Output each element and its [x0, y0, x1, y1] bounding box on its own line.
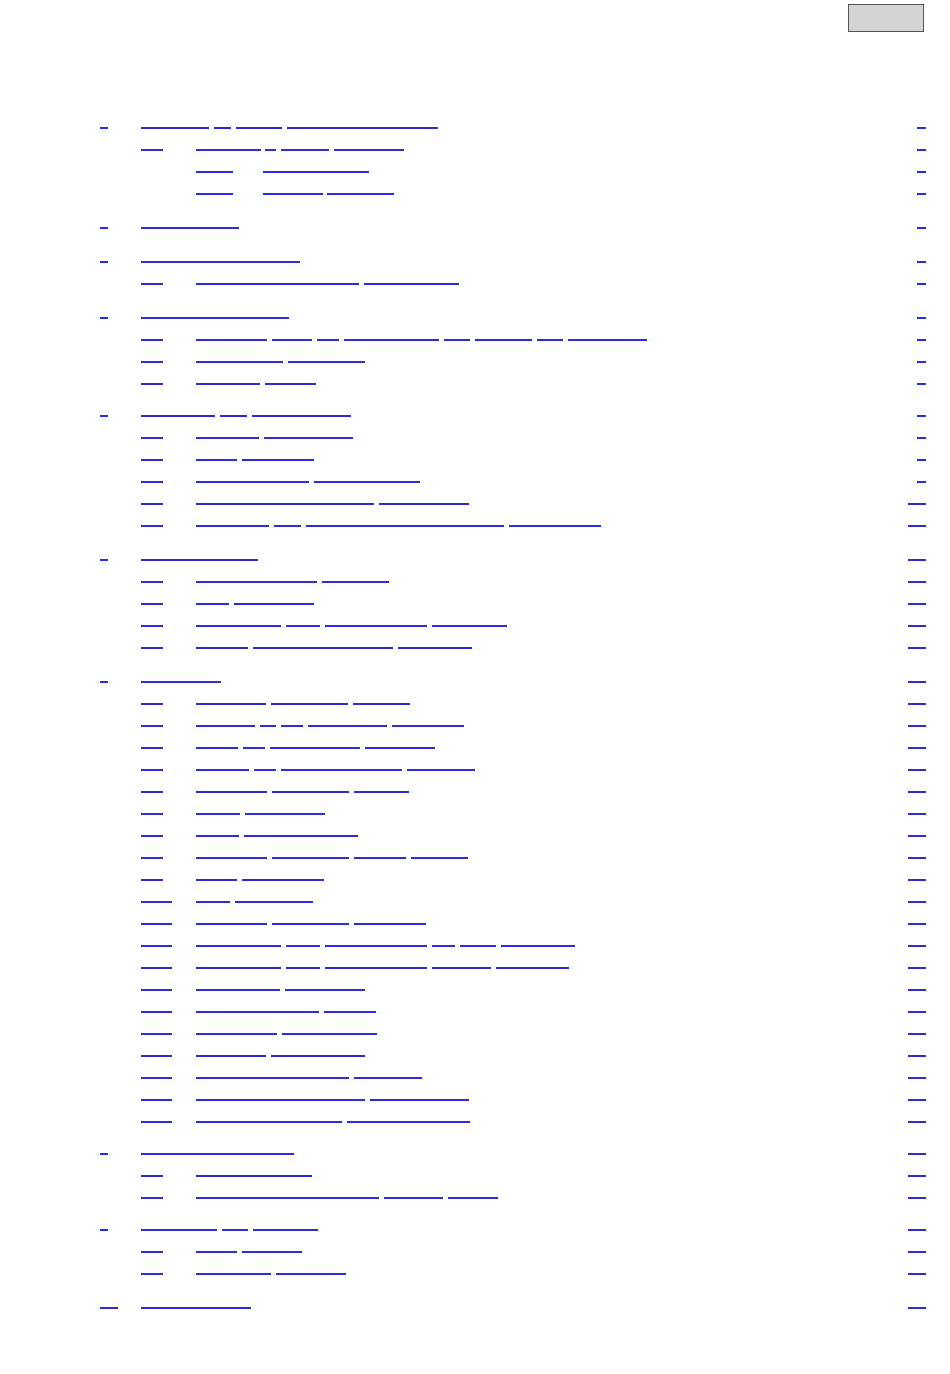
toc-entry-number-link[interactable] — [141, 1011, 172, 1013]
toc-entry-page-link[interactable] — [908, 967, 926, 969]
toc-entry-page-link[interactable] — [908, 1197, 926, 1199]
toc-entry-title-link[interactable] — [196, 459, 237, 461]
toc-entry-title-link[interactable] — [196, 989, 280, 991]
toc-entry[interactable] — [0, 1044, 950, 1058]
toc-entry-page-link[interactable] — [908, 1011, 926, 1013]
toc-entry[interactable] — [0, 116, 950, 130]
toc-entry-title-link[interactable] — [141, 261, 300, 263]
toc-entry-title-link[interactable] — [448, 1197, 498, 1199]
toc-entry-page-link[interactable] — [917, 481, 926, 483]
toc-entry-title-link[interactable] — [196, 283, 359, 285]
toc-entry-title-link[interactable] — [432, 625, 507, 627]
toc-entry-page-link[interactable] — [908, 1307, 926, 1309]
toc-entry-title-link[interactable] — [235, 901, 313, 903]
toc-entry-title-link[interactable] — [317, 339, 339, 341]
toc-entry-title-link[interactable] — [322, 581, 389, 583]
toc-entry-title-link[interactable] — [196, 879, 237, 881]
toc-entry-title-link[interactable] — [568, 339, 647, 341]
toc-entry-page-link[interactable] — [908, 725, 926, 727]
toc-entry-title-link[interactable] — [272, 339, 312, 341]
toc-entry-number-link[interactable] — [100, 261, 108, 263]
toc-entry-number-link[interactable] — [141, 857, 163, 859]
toc-entry-title-link[interactable] — [196, 791, 267, 793]
toc-entry-title-link[interactable] — [196, 1121, 342, 1123]
toc-entry-title-link[interactable] — [141, 1307, 251, 1309]
toc-entry[interactable] — [0, 272, 950, 286]
toc-entry-number-link[interactable] — [141, 945, 172, 947]
toc-entry-title-link[interactable] — [271, 703, 348, 705]
toc-entry-title-link[interactable] — [141, 127, 209, 129]
toc-entry-title-link[interactable] — [196, 1175, 312, 1177]
toc-entry[interactable] — [0, 912, 950, 926]
toc-entry-title-link[interactable] — [196, 813, 240, 815]
toc-entry-number-link[interactable] — [141, 1175, 163, 1177]
toc-entry-title-link[interactable] — [270, 747, 360, 749]
toc-entry-title-link[interactable] — [196, 1197, 379, 1199]
toc-entry-page-link[interactable] — [908, 1077, 926, 1079]
toc-entry-title-link[interactable] — [141, 1153, 294, 1155]
toc-entry-title-link[interactable] — [141, 227, 239, 229]
toc-entry-title-link[interactable] — [444, 339, 470, 341]
toc-entry-title-link[interactable] — [281, 725, 303, 727]
toc-entry-title-link[interactable] — [141, 415, 215, 417]
toc-entry-number-link[interactable] — [196, 171, 233, 173]
toc-entry-title-link[interactable] — [407, 769, 475, 771]
toc-entry-title-link[interactable] — [364, 283, 459, 285]
toc-entry-title-link[interactable] — [253, 1229, 318, 1231]
toc-entry-title-link[interactable] — [196, 1011, 319, 1013]
toc-entry-title-link[interactable] — [196, 835, 239, 837]
toc-entry-number-link[interactable] — [141, 791, 163, 793]
toc-entry-title-link[interactable] — [281, 149, 329, 151]
toc-entry-title-link[interactable] — [141, 681, 221, 683]
toc-entry-page-link[interactable] — [908, 1175, 926, 1177]
toc-entry-page-link[interactable] — [908, 581, 926, 583]
toc-entry-number-link[interactable] — [100, 681, 108, 683]
toc-entry-number-link[interactable] — [141, 835, 163, 837]
toc-entry-page-link[interactable] — [908, 857, 926, 859]
toc-entry-number-link[interactable] — [141, 1055, 172, 1057]
toc-entry-number-link[interactable] — [141, 1077, 172, 1079]
toc-entry-title-link[interactable] — [264, 437, 353, 439]
toc-entry-title-link[interactable] — [242, 459, 314, 461]
toc-entry-page-link[interactable] — [908, 945, 926, 947]
toc-entry-title-link[interactable] — [411, 857, 468, 859]
toc-entry[interactable] — [0, 138, 950, 152]
toc-entry-number-link[interactable] — [141, 525, 163, 527]
toc-entry-number-link[interactable] — [100, 1153, 108, 1155]
toc-entry-title-link[interactable] — [242, 879, 324, 881]
toc-entry[interactable] — [0, 1164, 950, 1178]
toc-entry-title-link[interactable] — [537, 339, 563, 341]
toc-entry[interactable] — [0, 1066, 950, 1080]
toc-entry-title-link[interactable] — [344, 339, 439, 341]
toc-entry-page-link[interactable] — [908, 1229, 926, 1231]
toc-entry-title-link[interactable] — [196, 647, 248, 649]
toc-entry-number-link[interactable] — [100, 227, 108, 229]
toc-entry-title-link[interactable] — [285, 989, 365, 991]
toc-entry-title-link[interactable] — [432, 945, 455, 947]
toc-entry[interactable] — [0, 1088, 950, 1102]
toc-entry-page-link[interactable] — [917, 149, 926, 151]
toc-entry-title-link[interactable] — [242, 1251, 302, 1253]
toc-entry-title-link[interactable] — [263, 171, 369, 173]
toc-entry-title-link[interactable] — [196, 481, 309, 483]
toc-entry-number-link[interactable] — [141, 747, 163, 749]
toc-entry-title-link[interactable] — [496, 967, 569, 969]
toc-entry-title-link[interactable] — [308, 725, 387, 727]
toc-entry-page-link[interactable] — [908, 1099, 926, 1101]
toc-entry-page-link[interactable] — [917, 339, 926, 341]
toc-entry-number-link[interactable] — [141, 647, 163, 649]
toc-entry-number-link[interactable] — [100, 127, 108, 129]
toc-entry-title-link[interactable] — [196, 923, 267, 925]
toc-entry-title-link[interactable] — [141, 559, 258, 561]
toc-entry-number-link[interactable] — [141, 383, 163, 385]
toc-entry-title-link[interactable] — [244, 835, 358, 837]
toc-entry-title-link[interactable] — [253, 647, 393, 649]
toc-entry-number-link[interactable] — [141, 437, 163, 439]
toc-entry-title-link[interactable] — [272, 857, 349, 859]
toc-entry-title-link[interactable] — [196, 769, 249, 771]
toc-entry-title-link[interactable] — [196, 725, 255, 727]
toc-entry-title-link[interactable] — [254, 769, 276, 771]
toc-entry-page-link[interactable] — [917, 171, 926, 173]
toc-entry[interactable] — [0, 978, 950, 992]
toc-entry-title-link[interactable] — [214, 127, 231, 129]
toc-entry-title-link[interactable] — [276, 1273, 346, 1275]
toc-entry-page-link[interactable] — [908, 503, 926, 505]
toc-entry-number-link[interactable] — [100, 317, 108, 319]
toc-entry-title-link[interactable] — [460, 945, 496, 947]
toc-entry[interactable] — [0, 1110, 950, 1124]
toc-entry-number-link[interactable] — [141, 603, 163, 605]
toc-entry-title-link[interactable] — [263, 193, 323, 195]
toc-entry-title-link[interactable] — [379, 503, 469, 505]
toc-entry-number-link[interactable] — [141, 879, 163, 881]
toc-entry-title-link[interactable] — [260, 725, 276, 727]
toc-entry-title-link[interactable] — [354, 857, 406, 859]
toc-entry-title-link[interactable] — [281, 769, 402, 771]
toc-entry-title-link[interactable] — [354, 791, 409, 793]
toc-entry-page-link[interactable] — [917, 283, 926, 285]
toc-entry[interactable] — [0, 306, 950, 320]
toc-entry[interactable] — [0, 780, 950, 794]
toc-entry-title-link[interactable] — [196, 339, 267, 341]
toc-entry-title-link[interactable] — [141, 1229, 217, 1231]
toc-entry-page-link[interactable] — [917, 415, 926, 417]
toc-entry-title-link[interactable] — [236, 127, 282, 129]
toc-entry-title-link[interactable] — [334, 149, 404, 151]
toc-entry-page-link[interactable] — [908, 813, 926, 815]
toc-entry-title-link[interactable] — [286, 967, 320, 969]
toc-entry-title-link[interactable] — [196, 581, 317, 583]
toc-entry-title-link[interactable] — [314, 481, 420, 483]
toc-entry-page-link[interactable] — [908, 625, 926, 627]
toc-entry[interactable] — [0, 956, 950, 970]
toc-entry[interactable] — [0, 250, 950, 264]
toc-entry-title-link[interactable] — [196, 383, 260, 385]
toc-entry-title-link[interactable] — [475, 339, 532, 341]
toc-entry-number-link[interactable] — [141, 1121, 172, 1123]
toc-entry[interactable] — [0, 592, 950, 606]
toc-entry-page-link[interactable] — [917, 317, 926, 319]
toc-entry-page-link[interactable] — [917, 361, 926, 363]
toc-entry-number-link[interactable] — [141, 1197, 163, 1199]
toc-entry[interactable] — [0, 890, 950, 904]
toc-entry[interactable] — [0, 1296, 950, 1310]
toc-entry-title-link[interactable] — [272, 923, 349, 925]
toc-entry[interactable] — [0, 1218, 950, 1232]
toc-entry-page-link[interactable] — [908, 1055, 926, 1057]
toc-entry[interactable] — [0, 372, 950, 386]
toc-entry-page-link[interactable] — [908, 603, 926, 605]
toc-entry-title-link[interactable] — [354, 1077, 422, 1079]
toc-entry-title-link[interactable] — [327, 193, 394, 195]
toc-entry-title-link[interactable] — [288, 361, 365, 363]
toc-entry-page-link[interactable] — [908, 923, 926, 925]
toc-entry-page-link[interactable] — [908, 879, 926, 881]
toc-entry-page-link[interactable] — [917, 261, 926, 263]
toc-entry-page-link[interactable] — [917, 127, 926, 129]
toc-entry-number-link[interactable] — [141, 481, 163, 483]
toc-entry-title-link[interactable] — [370, 1099, 469, 1101]
toc-entry-page-link[interactable] — [908, 703, 926, 705]
toc-entry[interactable] — [0, 548, 950, 562]
toc-entry[interactable] — [0, 692, 950, 706]
toc-entry[interactable] — [0, 1186, 950, 1200]
toc-entry-page-link[interactable] — [908, 769, 926, 771]
toc-entry-number-link[interactable] — [141, 1099, 172, 1101]
toc-entry[interactable] — [0, 182, 950, 196]
toc-entry[interactable] — [0, 846, 950, 860]
toc-entry-title-link[interactable] — [196, 625, 281, 627]
toc-entry-title-link[interactable] — [196, 901, 230, 903]
toc-entry[interactable] — [0, 736, 950, 750]
toc-entry-title-link[interactable] — [196, 1273, 271, 1275]
toc-entry-title-link[interactable] — [325, 967, 427, 969]
toc-entry-title-link[interactable] — [287, 127, 438, 129]
toc-entry-title-link[interactable] — [243, 747, 265, 749]
toc-entry-title-link[interactable] — [196, 747, 238, 749]
toc-entry-page-link[interactable] — [908, 747, 926, 749]
toc-entry-title-link[interactable] — [196, 437, 259, 439]
toc-entry[interactable] — [0, 636, 950, 650]
toc-entry[interactable] — [0, 448, 950, 462]
toc-entry-page-link[interactable] — [908, 1033, 926, 1035]
toc-entry-title-link[interactable] — [365, 747, 435, 749]
toc-entry-page-link[interactable] — [908, 1153, 926, 1155]
toc-entry-number-link[interactable] — [141, 361, 163, 363]
toc-entry-number-link[interactable] — [141, 1033, 172, 1035]
toc-entry-title-link[interactable] — [196, 603, 229, 605]
toc-entry-title-link[interactable] — [265, 149, 276, 151]
toc-entry-title-link[interactable] — [196, 703, 266, 705]
toc-entry-number-link[interactable] — [141, 901, 172, 903]
toc-entry-title-link[interactable] — [141, 317, 289, 319]
toc-entry[interactable] — [0, 1262, 950, 1276]
toc-entry[interactable] — [0, 426, 950, 440]
toc-entry-title-link[interactable] — [353, 703, 410, 705]
toc-entry[interactable] — [0, 404, 950, 418]
toc-entry-number-link[interactable] — [141, 1273, 163, 1275]
toc-entry-page-link[interactable] — [917, 193, 926, 195]
toc-entry-title-link[interactable] — [196, 967, 281, 969]
toc-entry-page-link[interactable] — [908, 1121, 926, 1123]
toc-entry-number-link[interactable] — [141, 725, 163, 727]
toc-entry-page-link[interactable] — [917, 383, 926, 385]
toc-entry-title-link[interactable] — [354, 923, 426, 925]
toc-entry[interactable] — [0, 328, 950, 342]
toc-entry-title-link[interactable] — [384, 1197, 443, 1199]
toc-entry-number-link[interactable] — [100, 415, 108, 417]
toc-entry[interactable] — [0, 350, 950, 364]
toc-entry-title-link[interactable] — [196, 857, 267, 859]
toc-entry-title-link[interactable] — [196, 1077, 349, 1079]
toc-entry[interactable] — [0, 934, 950, 948]
toc-entry-title-link[interactable] — [306, 525, 504, 527]
toc-entry-title-link[interactable] — [501, 945, 575, 947]
toc-entry-title-link[interactable] — [196, 1099, 365, 1101]
toc-entry-title-link[interactable] — [347, 1121, 470, 1123]
toc-entry-title-link[interactable] — [282, 1033, 377, 1035]
toc-entry[interactable] — [0, 470, 950, 484]
toc-entry-page-link[interactable] — [908, 835, 926, 837]
toc-entry-number-link[interactable] — [141, 1251, 163, 1253]
toc-entry[interactable] — [0, 492, 950, 506]
toc-entry-title-link[interactable] — [271, 1055, 365, 1057]
toc-entry-number-link[interactable] — [141, 459, 163, 461]
toc-entry-page-link[interactable] — [917, 227, 926, 229]
toc-entry-number-link[interactable] — [141, 503, 163, 505]
toc-entry-title-link[interactable] — [392, 725, 464, 727]
toc-entry-number-link[interactable] — [141, 283, 163, 285]
toc-entry[interactable] — [0, 614, 950, 628]
toc-entry-title-link[interactable] — [286, 945, 320, 947]
toc-entry-title-link[interactable] — [196, 503, 374, 505]
toc-entry[interactable] — [0, 1240, 950, 1254]
toc-entry-page-link[interactable] — [908, 791, 926, 793]
toc-entry-title-link[interactable] — [398, 647, 472, 649]
toc-entry-title-link[interactable] — [272, 791, 349, 793]
toc-entry[interactable] — [0, 1142, 950, 1156]
toc-entry-title-link[interactable] — [196, 149, 261, 151]
toc-entry-number-link[interactable] — [141, 703, 163, 705]
toc-entry[interactable] — [0, 514, 950, 528]
toc-entry[interactable] — [0, 758, 950, 772]
toc-entry[interactable] — [0, 1022, 950, 1036]
toc-entry-page-link[interactable] — [908, 525, 926, 527]
toc-entry[interactable] — [0, 216, 950, 230]
toc-entry-page-link[interactable] — [908, 989, 926, 991]
toc-entry-page-link[interactable] — [908, 647, 926, 649]
toc-entry-title-link[interactable] — [196, 525, 269, 527]
toc-entry-number-link[interactable] — [141, 769, 163, 771]
toc-entry-number-link[interactable] — [100, 559, 108, 561]
toc-entry-number-link[interactable] — [141, 625, 163, 627]
toc-entry-page-link[interactable] — [908, 1273, 926, 1275]
toc-entry[interactable] — [0, 868, 950, 882]
toc-entry-number-link[interactable] — [100, 1307, 118, 1309]
toc-entry-page-link[interactable] — [908, 681, 926, 683]
toc-entry-page-link[interactable] — [917, 437, 926, 439]
toc-entry-number-link[interactable] — [141, 813, 163, 815]
toc-entry-title-link[interactable] — [265, 383, 316, 385]
toc-entry-title-link[interactable] — [325, 945, 427, 947]
toc-entry-page-link[interactable] — [908, 559, 926, 561]
toc-entry[interactable] — [0, 714, 950, 728]
toc-entry-number-link[interactable] — [141, 581, 163, 583]
toc-entry-title-link[interactable] — [325, 625, 427, 627]
toc-entry-number-link[interactable] — [141, 149, 163, 151]
toc-entry-title-link[interactable] — [286, 625, 320, 627]
toc-entry-page-link[interactable] — [917, 459, 926, 461]
toc-entry-title-link[interactable] — [324, 1011, 376, 1013]
toc-entry-number-link[interactable] — [141, 967, 172, 969]
toc-entry[interactable] — [0, 160, 950, 174]
toc-entry[interactable] — [0, 570, 950, 584]
toc-entry-page-link[interactable] — [908, 901, 926, 903]
toc-entry-number-link[interactable] — [141, 339, 163, 341]
toc-entry-title-link[interactable] — [245, 813, 325, 815]
toc-entry-title-link[interactable] — [222, 1229, 248, 1231]
toc-entry-title-link[interactable] — [196, 1251, 237, 1253]
toc-entry-page-link[interactable] — [908, 1251, 926, 1253]
toc-entry-title-link[interactable] — [196, 945, 281, 947]
toc-entry[interactable] — [0, 670, 950, 684]
toc-entry-title-link[interactable] — [234, 603, 314, 605]
toc-entry[interactable] — [0, 824, 950, 838]
toc-entry-title-link[interactable] — [274, 525, 301, 527]
toc-entry-title-link[interactable] — [252, 415, 351, 417]
toc-entry-title-link[interactable] — [220, 415, 247, 417]
toc-entry-title-link[interactable] — [196, 1033, 277, 1035]
toc-entry[interactable] — [0, 802, 950, 816]
toc-entry[interactable] — [0, 1000, 950, 1014]
toc-entry-title-link[interactable] — [196, 361, 283, 363]
toc-entry-title-link[interactable] — [509, 525, 601, 527]
toc-entry-number-link[interactable] — [141, 923, 172, 925]
toc-entry-title-link[interactable] — [196, 1055, 266, 1057]
toc-entry-number-link[interactable] — [100, 1229, 108, 1231]
toc-entry-number-link[interactable] — [141, 989, 172, 991]
toc-entry-title-link[interactable] — [432, 967, 491, 969]
toc-entry-number-link[interactable] — [196, 193, 233, 195]
